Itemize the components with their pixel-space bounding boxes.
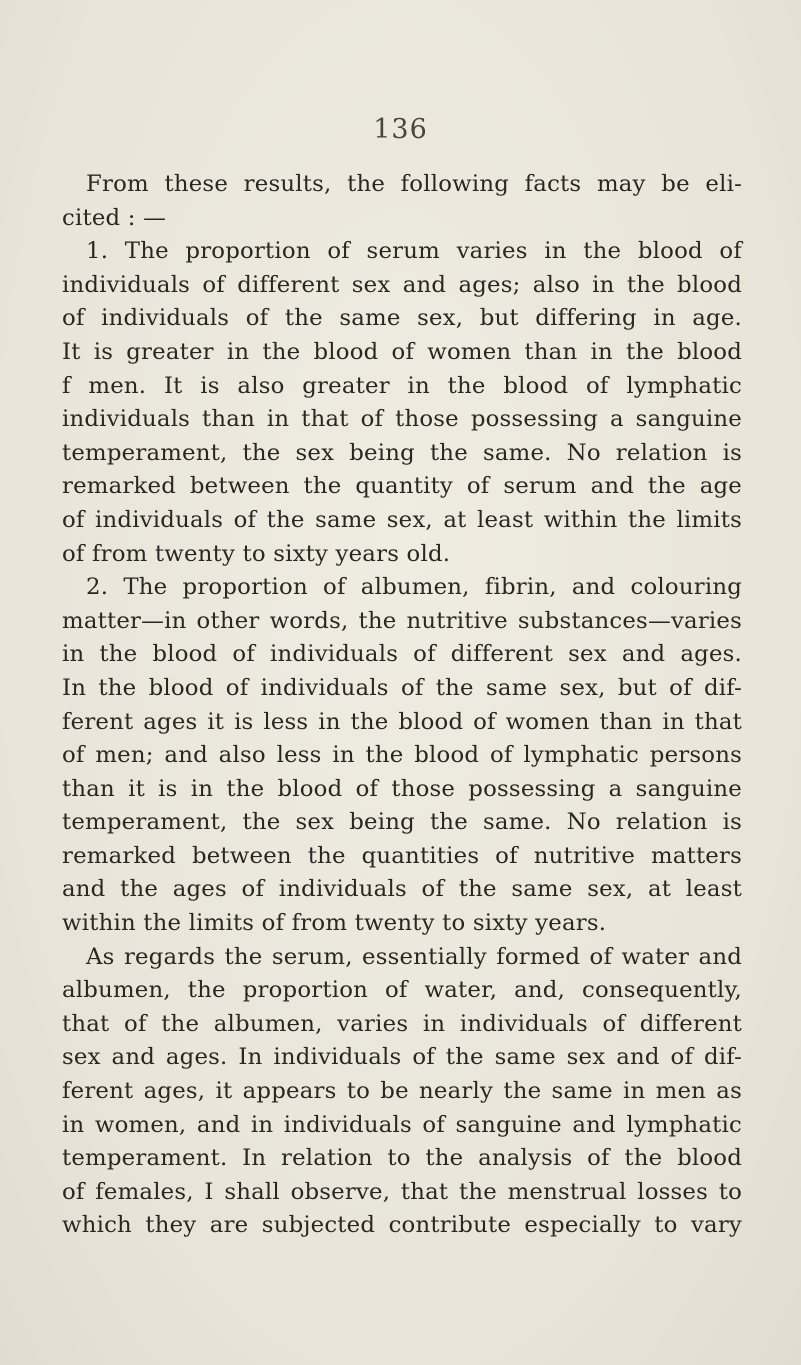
text-line: From these results, the following facts may be eli- [86,171,742,197]
text-line: As regards the serum, essentially formed of water and [86,943,742,970]
body-text [62,168,742,1243]
text-line: in the blood of individuals of different sex and ages. [62,641,742,668]
text-line: temperament. In relation to the analysis of the blood [62,1145,742,1172]
text-line: that of the albumen, varies in individuals of different [62,1010,742,1037]
text-line: cited : — [62,204,167,231]
text-line: f men. It is also greater in the blood of lymphatic [62,372,742,399]
text-line: of from twenty to sixty years old. [62,540,451,567]
text-line: 2. The proportion of albumen, fibrin, and colouring [86,574,742,601]
text-line: of individuals of the same sex, at least within the limits [62,506,742,533]
text-line: temperament, the sex being the same. No relation is [62,439,742,466]
text-line: within the limits of from twenty to sixty years. [62,910,607,937]
text-line: ferent ages it is less in the blood of women than in that [62,708,742,735]
text-line: sex and ages. In individuals of the same sex and of dif- [62,1044,742,1071]
page-number: 136 [373,114,428,145]
text-line: of men; and also less in the blood of lymphatic persons [62,742,742,769]
text-line: than it is in the blood of those possessing a sanguine [62,775,742,802]
text-line: matter—in other words, the nutritive substances—varies [62,607,742,634]
text-line: and the ages of individuals of the same sex, at least [62,876,742,903]
text-line: remarked between the quantities of nutritive matters [62,842,742,869]
text-line: of females, I shall observe, that the menstrual losses to [62,1178,742,1205]
text-line: temperament, the sex being the same. No relation is [62,809,742,836]
text-line: individuals than in that of those possessing a sanguine [62,406,742,433]
text-line: of individuals of the same sex, but differing in age. [62,305,742,332]
text-line: ferent ages, it appears to be nearly the same in men as [62,1078,742,1105]
text-line: which they are subjected contribute especially to vary [62,1212,742,1239]
text-line: In the blood of individuals of the same sex, but of dif- [62,674,742,701]
text-line: 1. The proportion of serum varies in the blood of [86,238,742,265]
text-line: albumen, the proportion of water, and, consequently, [62,977,742,1004]
text-line: individuals of different sex and ages; also in the blood [62,271,742,298]
text-line: in women, and in individuals of sanguine and lymphatic [62,1111,742,1138]
text-line: It is greater in the blood of women than in the blood [62,338,742,365]
text-line: remarked between the quantity of serum and the age [62,473,742,500]
